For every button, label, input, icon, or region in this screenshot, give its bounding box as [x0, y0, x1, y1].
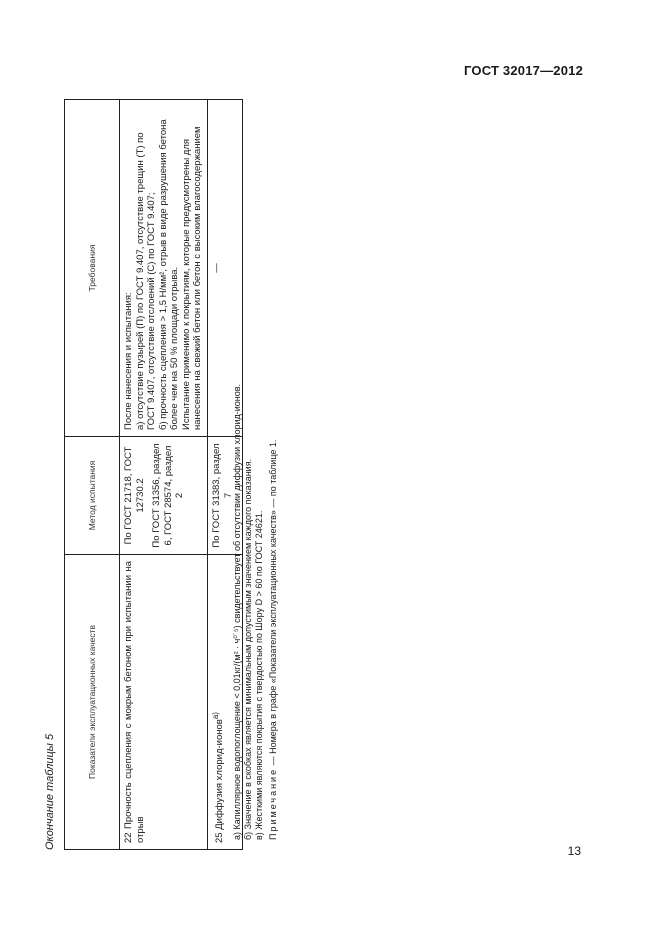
- footnote: в) Жесткими являются покрытия с твердостью по Шору D > 60 по ГОСТ 24621.: [253, 510, 264, 840]
- page-number: 13: [567, 844, 581, 858]
- method-text: По ГОСТ 21718, ГОСТ 12730.2: [123, 446, 146, 545]
- table-header-row: [65, 100, 120, 850]
- method-text: По ГОСТ 31356, раздел 6, ГОСТ 28574, раздел 2: [151, 443, 186, 548]
- requirement-line: а) отсутствие пузырей (П) по ГОСТ 9.407, отсутствие трещин (Т) по ГОСТ 9.407, отсутствие отслоений (С) по ГОСТ 9.407;: [134, 132, 158, 430]
- table-caption: Окончание таблицы 5: [44, 733, 56, 850]
- column-header-method: Метод испытания: [65, 437, 120, 555]
- table-row: [120, 100, 208, 850]
- note-label: Примечание: [268, 767, 279, 840]
- requirements-cell: [120, 100, 208, 437]
- method-cell: [120, 437, 208, 555]
- footnote: а) Капиллярное водопоглощение < 0,01кг/(м² · ч⁰˙⁵) свидетельствует об отсутствии диффузии хлорид-ионов.: [232, 383, 242, 840]
- table-footnotes: [232, 110, 279, 840]
- requirement-line: После нанесения и испытания:: [123, 292, 134, 430]
- footnote-marker: а): [211, 712, 221, 720]
- requirements-table: [64, 99, 243, 850]
- footnote: б) Значение в скобках является минимальным допустимым значением каждого показания.: [242, 458, 253, 840]
- indicator-cell: [120, 555, 208, 850]
- requirement-line: Испытание применимо к покрытиям, которые предусмотрены для нанесения на свежий бетон или бетон с высоким влагосодержанием: [180, 126, 204, 430]
- standard-designation: ГОСТ 32017—2012: [464, 63, 583, 78]
- rotated-table-page: [44, 100, 289, 850]
- note-text: — Номера в графе «Показатели эксплуатационных качеств» — по таблице 1.: [268, 439, 279, 768]
- indicator-text: 22 Прочность сцепления с мокрым бетоном при испытании на отрыв: [123, 561, 146, 843]
- method-text: По ГОСТ 31383, раздел 7: [211, 443, 234, 548]
- table-note: [268, 110, 279, 840]
- column-header-requirements: Требования: [65, 100, 120, 437]
- column-header-indicator: Показатели эксплуатационных качеств: [65, 555, 120, 850]
- requirement-dash: —: [211, 263, 223, 273]
- requirement-line: б) прочность сцепления > 1,5 Н/мм², отрыв в виде разрушения бетона более чем на 50 % площади отрыва.: [157, 119, 181, 430]
- indicator-text: 25 Диффузия хлорид-ионов: [214, 719, 226, 843]
